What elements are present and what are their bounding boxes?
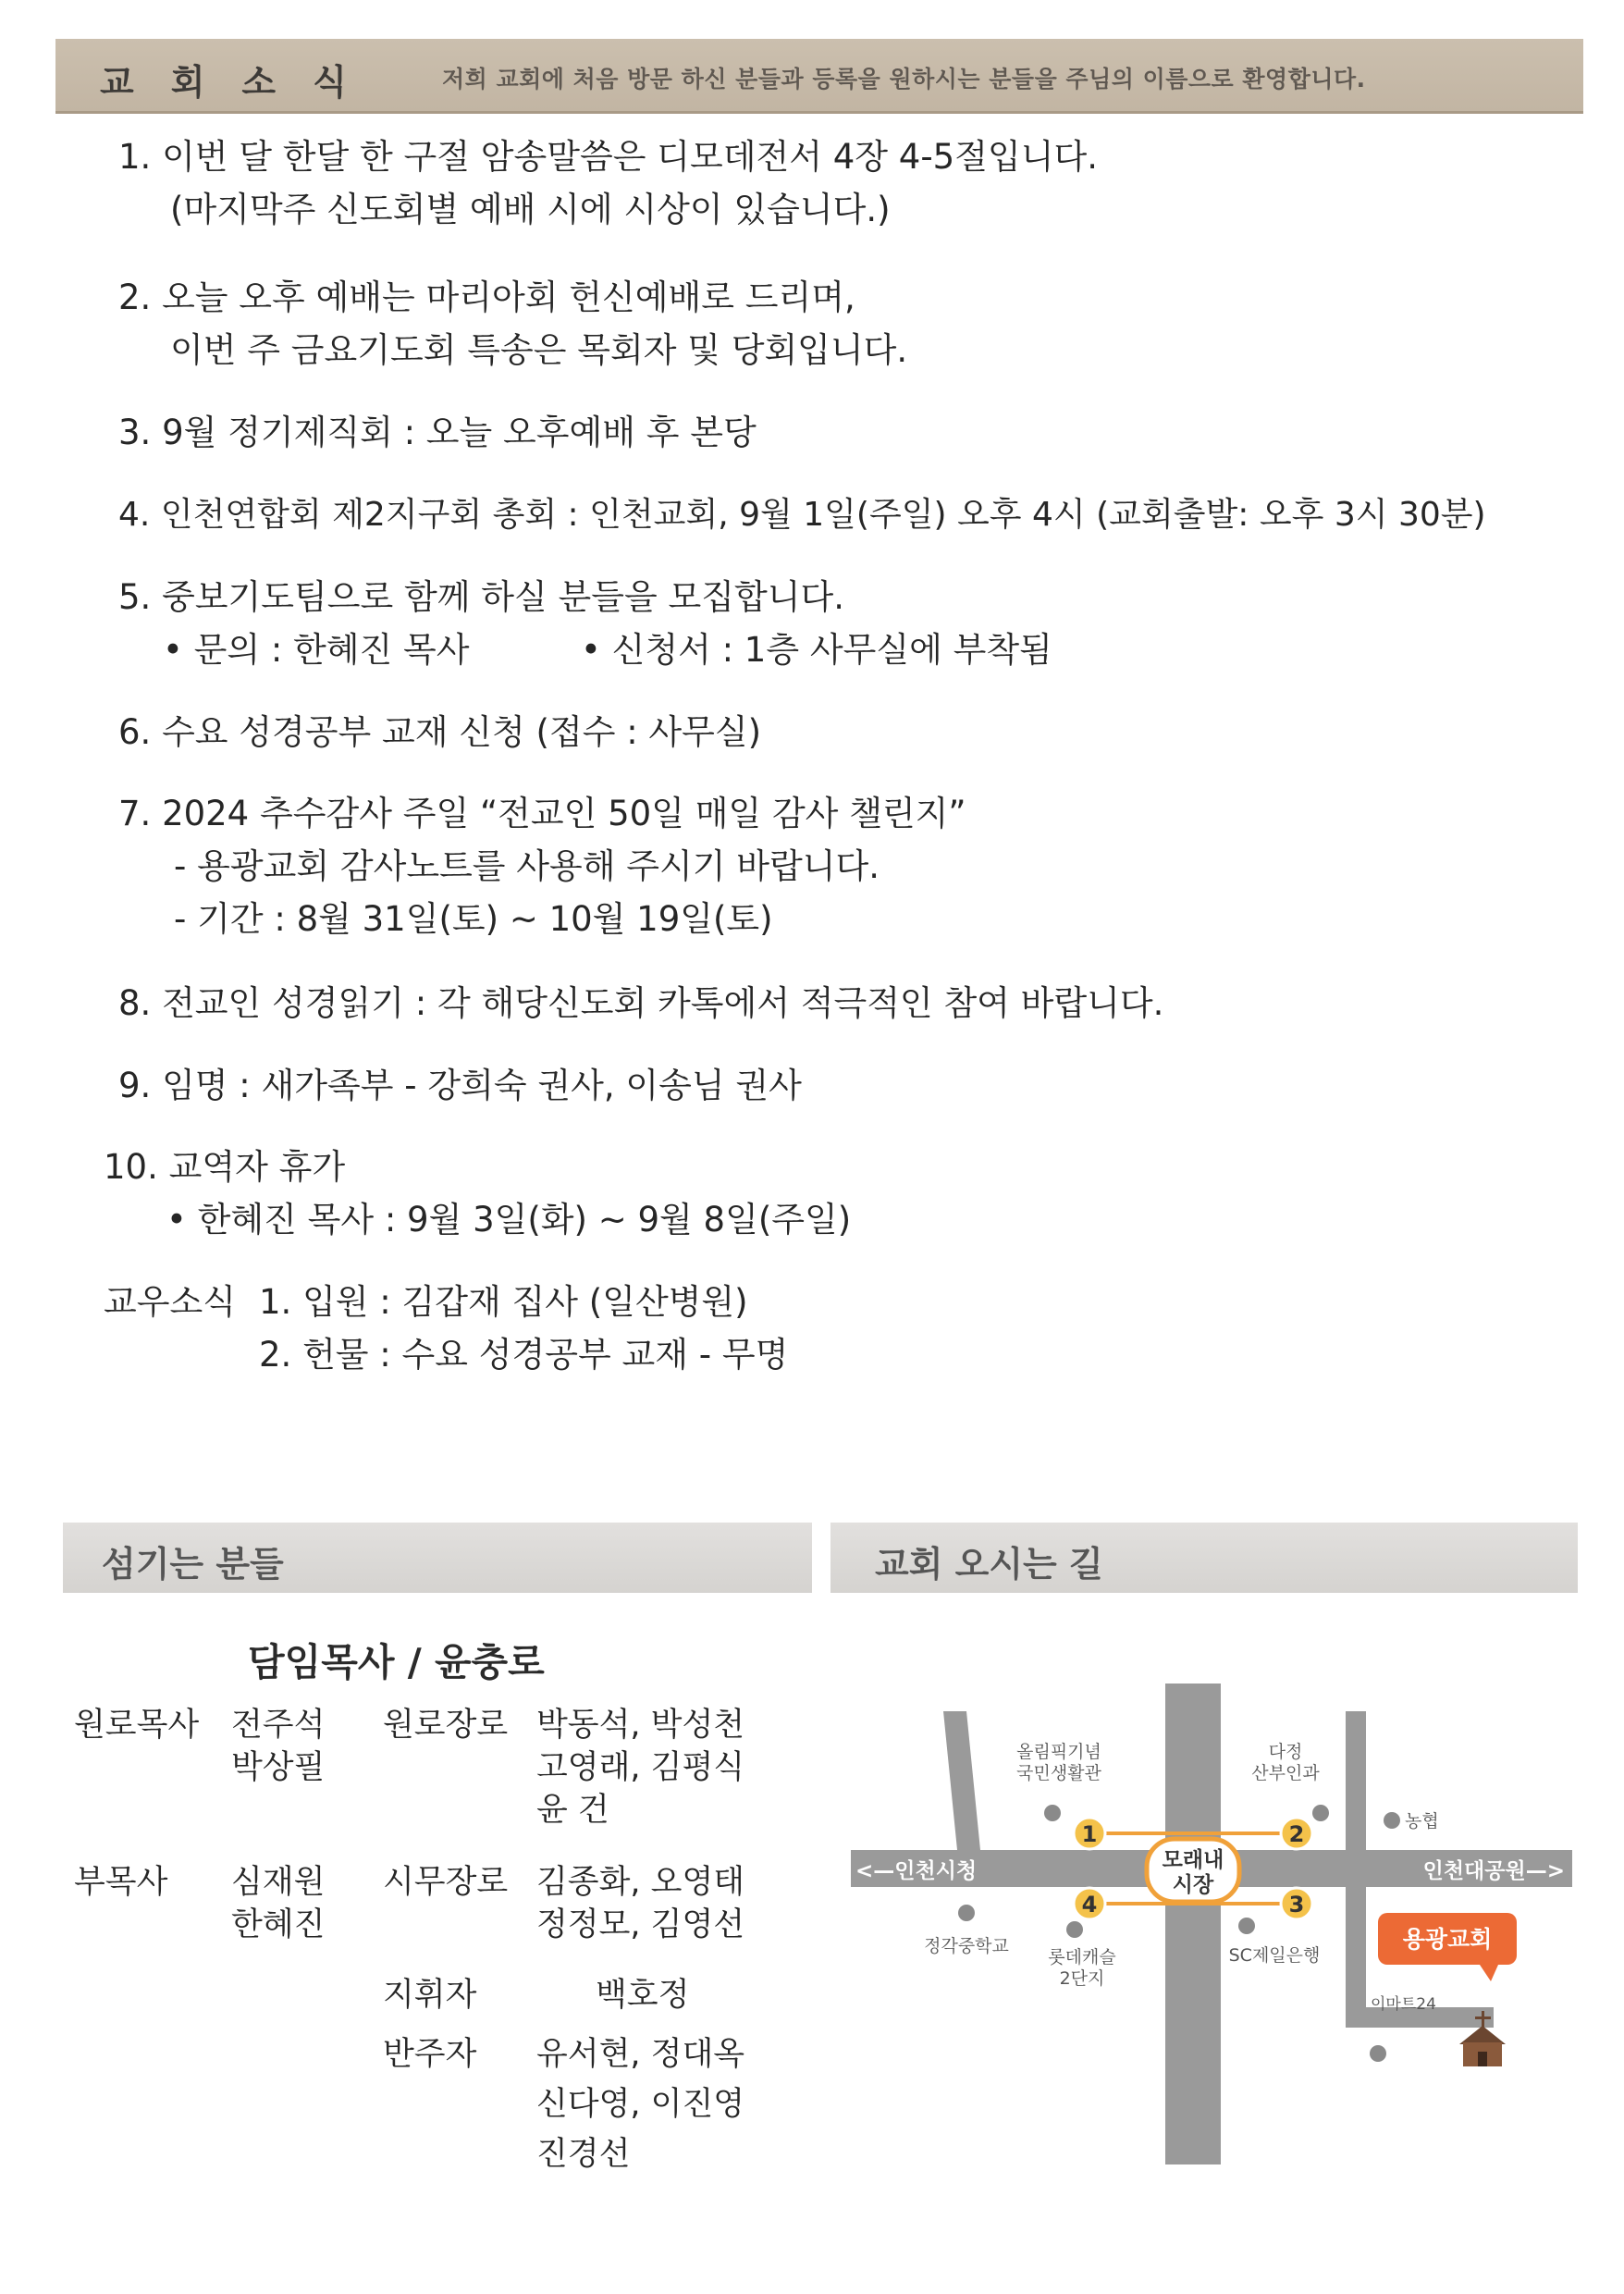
news-item-3: 3. 9월 정기제직회 : 오늘 오후예배 후 본당 [118,413,757,452]
news-item-4: 4. 인천연합회 제2지구회 총회 : 인천교회, 9월 1일(주일) 오후 4시 (교회출발: 오후 3시 30분) [118,496,1486,534]
exit-3-marker [1281,1888,1312,1919]
role-name-associate-pastor-1: 심재원 [231,1864,326,1901]
market-label-2: 시장 [1172,1873,1214,1897]
news-item-8: 8. 전교인 성경읽기 : 각 해당신도회 카톡에서 적극적인 참여 바랍니다. [118,983,1164,1023]
role-name-emeritus-elder-2: 고영래, 김평식 [536,1749,745,1786]
role-name-emeritus-elder-1: 박동석, 박성천 [536,1707,745,1744]
news-item-9: 9. 임명 : 새가족부 - 강희숙 권사, 이송님 권사 [118,1066,802,1105]
directions-section-title: 교회 오시는 길 [875,1544,1103,1585]
news-item-6: 6. 수요 성경공부 교재 신청 (접수 : 사무실) [118,712,762,752]
member-news-item-2: 2. 헌물 : 수요 성경공부 교재 - 무명 [259,1335,789,1375]
role-label-emeritus-pastor: 원로목사 [74,1707,200,1744]
role-name-active-elder-2: 정정모, 김영선 [536,1906,745,1943]
role-label-emeritus-elder: 원로장로 [383,1707,509,1744]
member-news-item-1: 1. 입원 : 김갑재 집사 (일산병원) [259,1282,748,1322]
landmark-lotte-1: 롯데캐슬 [1048,1947,1116,1967]
servers-section-title: 섬기는 분들 [102,1544,284,1585]
exit-1-number: 1 [1081,1821,1098,1847]
landmark-clinic-1: 다정 [1268,1742,1303,1762]
news-item-5-bullet-1: • 문의 : 한혜진 목사 [163,630,470,670]
role-label-accompanist: 반주자 [383,2036,477,2073]
role-label-associate-pastor: 부목사 [74,1864,168,1901]
landmark-school: 정각중학교 [924,1936,1009,1956]
landmark-lotte-2: 2단지 [1059,1968,1105,1989]
news-item-10-line-1: 10. 교역자 휴가 [104,1147,346,1187]
news-item-7-line-2: - 용광교회 감사노트를 사용해 주시기 바랍니다. [174,846,880,886]
exit-2-marker [1281,1818,1312,1849]
role-name-accompanist-2: 신다영, 이진영 [536,2086,745,2123]
exit-3-number: 3 [1288,1892,1305,1918]
news-section-title: 교회소식 [100,62,384,103]
exit-4-marker [1074,1888,1105,1919]
church-marker [1378,1913,1517,1981]
role-name-emeritus-elder-3: 윤 건 [536,1792,609,1829]
news-item-7-line-3: - 기간 : 8월 31일(토) ~ 10월 19일(토) [174,899,773,939]
role-name-accompanist-1: 유서현, 정대옥 [536,2036,745,2073]
landmark-olympic-2: 국민생활관 [1016,1763,1101,1783]
news-item-10-line-2: • 한혜진 목사 : 9월 3일(화) ~ 9월 8일(주일) [166,1200,852,1240]
exit-2-number: 2 [1288,1821,1305,1847]
market-marker [1147,1839,1239,1902]
landmark-clinic-2: 산부인과 [1251,1763,1320,1783]
role-name-accompanist-3: 진경선 [536,2136,631,2173]
news-item-5-bullet-2: • 신청서 : 1층 사무실에 부착됨 [581,630,1052,670]
senior-pastor: 담임목사 / 윤충로 [248,1640,545,1684]
exit-1-marker [1074,1818,1105,1849]
news-item-2-line-1: 2. 오늘 오후 예배는 마리아회 헌신예배로 드리며, [118,278,855,317]
news-item-7-line-1: 7. 2024 추수감사 주일 “전교인 50일 매일 감사 챌린지” [118,794,966,833]
road-label-left: <—인천시청 [855,1859,978,1883]
landmark-emart: 이마트24 [1371,1995,1436,2014]
role-name-active-elder-1: 김종화, 오영태 [536,1864,745,1901]
news-item-2-line-2: 이번 주 금요기도회 특송은 목회자 및 당회입니다. [170,330,908,370]
news-item-5-line-1: 5. 중보기도팀으로 함께 하실 분들을 모집합니다. [118,577,844,617]
member-news-label: 교우소식 [104,1282,236,1322]
welcome-message: 저희 교회에 처음 방문 하신 분들과 등록을 원하시는 분들을 주님의 이름으로 환영합니다. [442,66,1366,92]
role-name-emeritus-pastor-1: 전주석 [231,1707,326,1744]
news-item-1-line-1: 1. 이번 달 한달 한 구절 암송말씀은 디모데전서 4장 4-5절입니다. [118,137,1098,177]
landmark-sc-bank: SC제일은행 [1228,1945,1321,1966]
church-label: 용광교회 [1402,1926,1493,1953]
role-name-associate-pastor-2: 한혜진 [231,1906,326,1943]
role-label-active-elder: 시무장로 [383,1864,509,1901]
news-item-1-line-2: (마지막주 신도회별 예배 시에 시상이 있습니다.) [170,190,891,229]
landmark-nh-bank: 농협 [1405,1811,1439,1832]
market-label-1: 모래내 [1162,1848,1224,1872]
directions-map [842,1684,1581,2164]
role-name-conductor: 백호정 [596,1977,690,2014]
road-label-right: 인천대공원—> [1422,1859,1565,1883]
landmark-olympic-1: 올림픽기념 [1016,1742,1101,1762]
role-label-conductor: 지휘자 [383,1977,477,2014]
exit-4-number: 4 [1081,1892,1098,1918]
role-name-emeritus-pastor-2: 박상필 [231,1749,326,1786]
